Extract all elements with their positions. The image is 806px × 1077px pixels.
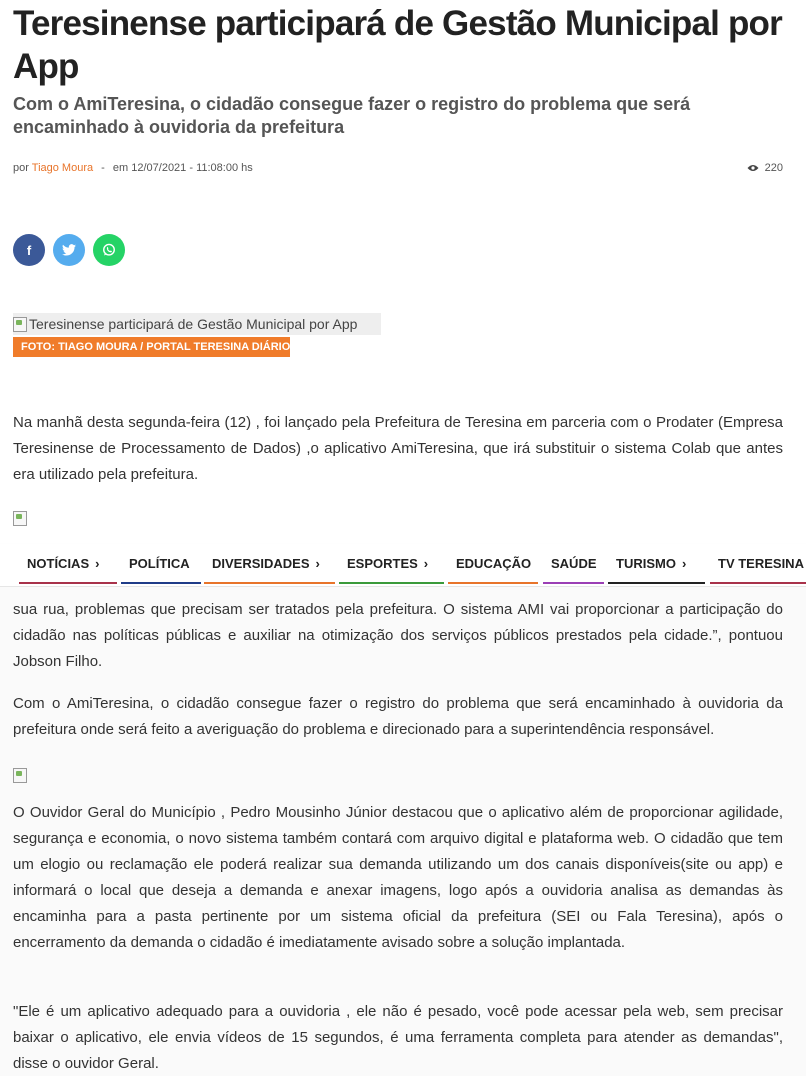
article-body-continued [0, 587, 806, 1076]
nav-item-label: TV TERESINA [718, 556, 804, 571]
whatsapp-share-button[interactable] [93, 234, 125, 266]
nav-underline [121, 582, 201, 584]
article-meta [13, 160, 783, 176]
chevron-right-icon: › [95, 556, 100, 571]
nav-item-label: EDUCAÇÃO [456, 556, 532, 571]
article-paragraph: "Ele é um aplicativo adequado para a ouvidoria , ele não é pesado, você pode acessar pela web, sem precisar baixar o aplicativo, ele envia vídeos de 15 segundos, é uma ferramenta completa para atender as demandas", disse o ouvidor Geral. [13, 1003, 783, 1072]
chevron-right-icon: › [681, 556, 687, 571]
facebook-icon: f [26, 242, 32, 258]
by-label: por [13, 162, 29, 174]
nav-item-label: DIVERSIDADES [212, 556, 310, 571]
whatsapp-icon [102, 243, 116, 257]
article-paragraph: sua rua, problemas que precisam ser tratados pela prefeitura. O sistema AMI vai proporcionar a participação do cidadão nas políticas públicas e auxiliar na otimização dos serviços públicos prestados pela cidade.”, pontuou Jobson Filho. [13, 601, 783, 670]
eye-icon [747, 164, 759, 172]
publish-date: em 12/07/2021 - 11:08:00 hs [112, 162, 253, 174]
nav-item-diversidades[interactable] [204, 544, 335, 582]
broken-image-icon [13, 317, 27, 332]
nav-item-label: TURISMO [616, 556, 676, 571]
nav-item-educacao[interactable] [448, 544, 538, 582]
article-paragraph: O Ouvidor Geral do Município , Pedro Mousinho Júnior destacou que o aplicativo além de proporcionar agilidade, segurança e economia, o novo sistema também contará com arquivo digital e plataforma web. O cidadão que tem um elogio ou reclamação ele poderá realizar sua demanda utilizando um dos canais disponíveis(site ou app) e informará o local que deseja a demanda e anexar imagens, logo após a ouvidoria analisa as demandas às encaminha para a pasta pertinente por um sistema oficial da prefeitura (SEI ou Fala Teresina), após o encerramento da demanda o cidadão é imediatamente avisado sobre a solução implantada. [13, 804, 783, 951]
share-buttons [13, 234, 125, 266]
broken-image-icon [13, 768, 27, 783]
facebook-share-button[interactable] [13, 234, 45, 266]
nav-underline [448, 582, 538, 584]
article-title: Teresinense participará de Gestão Municipal por App [13, 4, 782, 86]
nav-underline [204, 582, 335, 584]
meta-separator: - [101, 162, 105, 174]
nav-item-label: NOTÍCIAS [27, 556, 90, 571]
article-subtitle: Com o AmiTeresina, o cidadão consegue fazer o registro do problema que será encaminhado à ouvidoria da prefeitura [13, 94, 691, 137]
photo-caption: FOTO: TIAGO MOURA / PORTAL TERESINA DIÁRIO [13, 337, 290, 357]
article-main-image [13, 313, 381, 335]
nav-item-politica[interactable] [121, 544, 201, 582]
nav-item-esportes[interactable] [339, 544, 444, 582]
broken-image-icon [13, 511, 27, 526]
chevron-right-icon: › [315, 556, 320, 571]
nav-item-label: POLÍTICA [129, 556, 190, 571]
nav-underline [339, 582, 444, 584]
twitter-share-button[interactable] [53, 234, 85, 266]
nav-item-label: SAÚDE [551, 556, 597, 571]
nav-underline [608, 582, 705, 584]
nav-item-label: ESPORTES [347, 556, 418, 571]
view-count-value: 220 [764, 162, 783, 174]
article-paragraph: Na manhã desta segunda-feira (12) , foi lançado pela Prefeitura de Teresina em parceria com o Prodater (Empresa Teresinense de Processamento de Dados) ,o aplicativo AmiTeresina, que irá substituir o sistema Colab que antes era utilizado pela prefeitura. [13, 414, 783, 483]
category-nav-bar [0, 544, 806, 587]
view-count [747, 160, 783, 176]
nav-underline [19, 582, 117, 584]
image-alt-text: Teresinense participará de Gestão Municipal por App [29, 316, 358, 332]
nav-item-noticias[interactable] [19, 544, 117, 582]
nav-underline [543, 582, 604, 584]
nav-item-turismo[interactable] [608, 544, 705, 582]
article-paragraph: Com o AmiTeresina, o cidadão consegue fazer o registro do problema que será encaminhado à ouvidoria da prefeitura onde será feito a averiguação do problema e direcionado para a superintendência responsável. [13, 695, 783, 738]
author-link[interactable]: Tiago Moura [31, 162, 94, 174]
nav-underline [710, 582, 806, 584]
chevron-right-icon: › [423, 556, 429, 571]
nav-item-saude[interactable] [543, 544, 604, 582]
twitter-icon [62, 244, 76, 256]
nav-item-tv-teresina[interactable] [710, 544, 806, 582]
